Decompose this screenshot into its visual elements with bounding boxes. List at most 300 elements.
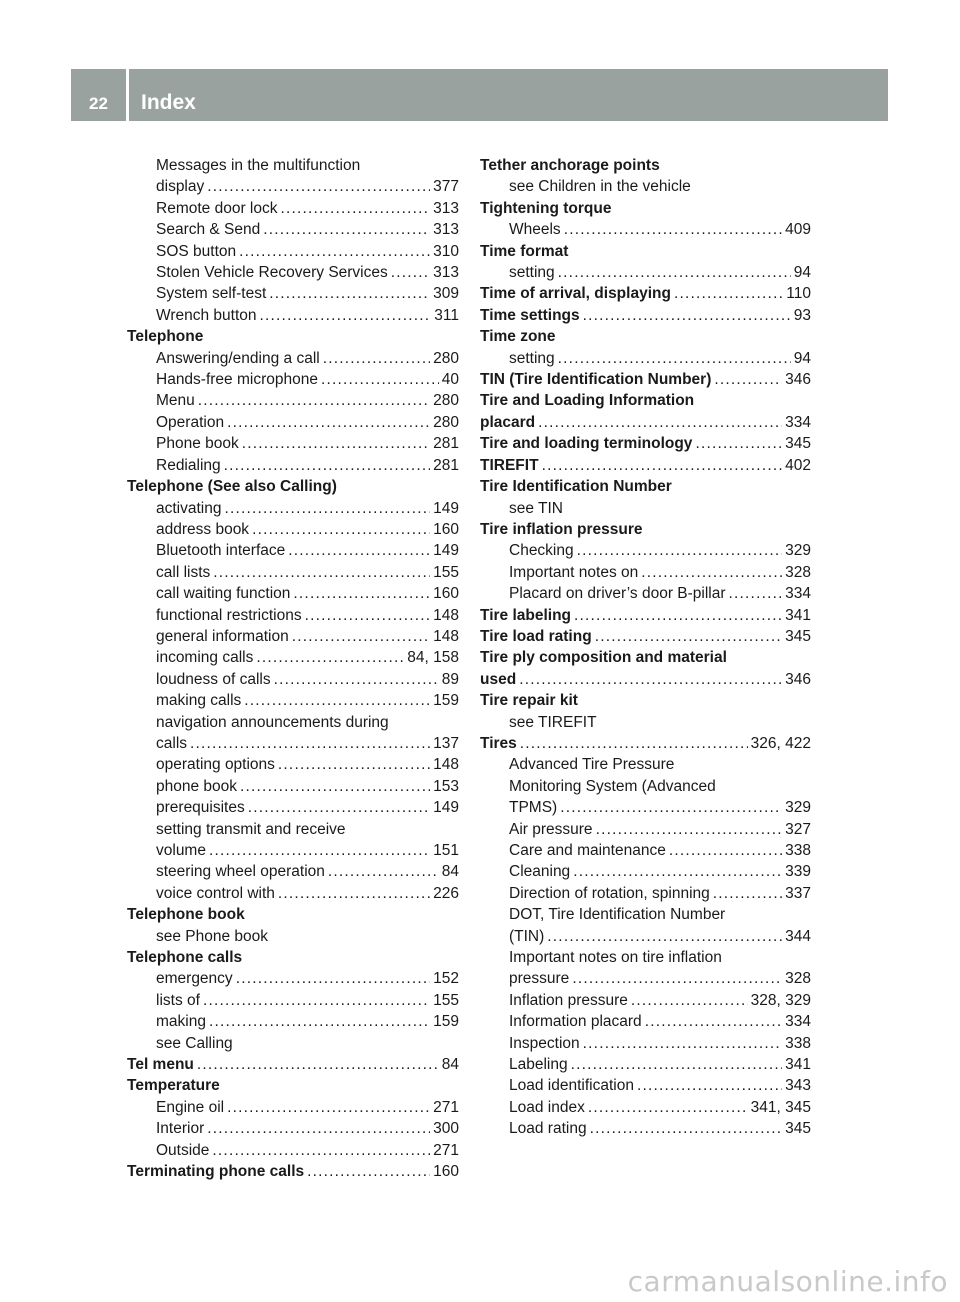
index-entry-page: 89: [441, 670, 459, 688]
index-entry-term: Load rating: [509, 1120, 587, 1138]
dot-leader: [209, 1011, 430, 1032]
index-entry-term: Advanced Tire Pressure: [509, 756, 675, 774]
index-entry-page: 313: [433, 199, 459, 217]
index-entry-page: 313: [433, 221, 459, 239]
index-entry-term: making calls: [156, 692, 242, 710]
index-entry: [127, 283, 459, 304]
dot-leader: [207, 176, 430, 197]
index-entry-term: TIN (Tire Identification Number): [480, 371, 712, 389]
dot-leader: [256, 647, 404, 668]
index-entry: [480, 626, 811, 647]
dot-leader: [558, 348, 791, 369]
index-entry-term: used: [480, 670, 517, 688]
dot-leader: [307, 1161, 430, 1182]
index-entry: [480, 176, 811, 197]
index-entry-page: 326, 422: [750, 734, 811, 752]
index-entry-page: 271: [433, 1141, 459, 1159]
index-entry: [127, 968, 459, 989]
index-entry-page: 409: [785, 221, 811, 239]
index-entry: [127, 990, 459, 1011]
index-entry-term: Inspection: [509, 1034, 580, 1052]
index-entry-page: 280: [433, 392, 459, 410]
index-entry: [480, 348, 811, 369]
dot-leader: [252, 519, 430, 540]
index-entry-term: Direction of rotation, spinning: [509, 884, 710, 902]
index-entry-page: 149: [433, 499, 459, 517]
index-entry-page: 226: [433, 884, 459, 902]
dot-leader: [560, 797, 782, 818]
index-entry-page: 345: [785, 435, 811, 453]
index-entry-term: TIREFIT: [480, 456, 539, 474]
index-entry: [480, 605, 811, 626]
dot-leader: [577, 540, 783, 561]
index-entry-page: 281: [433, 435, 459, 453]
index-entry-term: display: [156, 178, 205, 196]
dot-leader: [263, 219, 430, 240]
index-entry-term: Outside: [156, 1141, 210, 1159]
index-entry-page: 337: [785, 884, 811, 902]
index-entry-term: Bluetooth interface: [156, 542, 286, 560]
index-entry-page: 339: [785, 863, 811, 881]
dot-leader: [714, 369, 782, 390]
index-entry-page: 84: [441, 863, 459, 881]
index-entry-page: 310: [433, 242, 459, 260]
dot-leader: [293, 583, 430, 604]
index-entry-term: Load identification: [509, 1077, 634, 1095]
index-entry-term: Tire inflation pressure: [480, 520, 643, 538]
index-entry: [480, 540, 811, 561]
index-entry: [480, 712, 811, 733]
index-entry: [480, 390, 811, 411]
dot-leader: [227, 1097, 430, 1118]
dot-leader: [595, 626, 782, 647]
index-entry-term: Information placard: [509, 1013, 642, 1031]
index-entry: [127, 219, 459, 240]
index-entry: [480, 1097, 811, 1118]
dot-leader: [203, 990, 430, 1011]
dot-leader: [269, 283, 430, 304]
dot-leader: [274, 669, 439, 690]
dot-leader: [538, 412, 782, 433]
index-entry: [127, 1054, 459, 1075]
index-entry: [127, 155, 459, 176]
index-entry: [480, 861, 811, 882]
index-entry: [127, 262, 459, 283]
index-entry-term: Interior: [156, 1120, 205, 1138]
index-entry: [127, 605, 459, 626]
index-entry-term: Telephone (See also Calling): [127, 478, 337, 496]
index-entry: [480, 155, 811, 176]
index-entry-term: activating: [156, 499, 222, 517]
index-entry: [480, 455, 811, 476]
index-entry-term: Terminating phone calls: [127, 1163, 305, 1181]
dot-leader: [224, 498, 430, 519]
index-entry: [480, 583, 811, 604]
dot-leader: [713, 883, 782, 904]
index-entry: [127, 947, 459, 968]
index-entry-term: functional restrictions: [156, 606, 302, 624]
index-entry: [127, 797, 459, 818]
dot-leader: [278, 754, 430, 775]
index-entry-page: 341: [785, 606, 811, 624]
index-entry-page: 281: [433, 456, 459, 474]
index-entry-term: setting: [509, 264, 555, 282]
index-entry-term: Load index: [509, 1098, 585, 1116]
index-entry-page: 84, 158: [407, 649, 459, 667]
dot-leader: [292, 626, 430, 647]
index-entry: [127, 412, 459, 433]
dot-leader: [209, 840, 430, 861]
index-entry-page: 328: [785, 970, 811, 988]
index-entry-page: 327: [785, 820, 811, 838]
index-entry-page: 155: [433, 991, 459, 1009]
index-entry: [127, 176, 459, 197]
index-entry-term: Tightening torque: [480, 199, 612, 217]
index-entry: [480, 283, 811, 304]
dot-leader: [547, 926, 782, 947]
index-entry-term: System self-test: [156, 285, 267, 303]
index-entry-term: Redialing: [156, 456, 221, 474]
index-entry-page: 93: [793, 306, 811, 324]
index-entry-page: 280: [433, 413, 459, 431]
index-entry: [127, 840, 459, 861]
index-entry: [127, 498, 459, 519]
index-entry-page: 159: [433, 692, 459, 710]
section-title: Index: [141, 91, 196, 114]
index-entry-term: Time of arrival, displaying: [480, 285, 671, 303]
index-entry: [480, 326, 811, 347]
index-entry: [480, 647, 811, 668]
index-entry: [127, 1140, 459, 1161]
index-column-right: [480, 155, 811, 1140]
index-entry-page: 334: [785, 413, 811, 431]
index-entry: [480, 1054, 811, 1075]
dot-leader: [280, 198, 430, 219]
index-entry-term: Time zone: [480, 328, 556, 346]
index-entry-term: loudness of calls: [156, 670, 271, 688]
index-entry-term: Engine oil: [156, 1098, 225, 1116]
dot-leader: [631, 990, 748, 1011]
index-entry-page: 344: [785, 927, 811, 945]
index-entry-term: Tire and Loading Information: [480, 392, 695, 410]
index-entry: [127, 883, 459, 904]
index-entry: [480, 262, 811, 283]
index-entry: [127, 562, 459, 583]
index-entry: [480, 1075, 811, 1096]
index-entry: [127, 647, 459, 668]
index-entry-term: Tel menu: [127, 1056, 194, 1074]
index-entry: [480, 498, 811, 519]
dot-leader: [212, 1140, 430, 1161]
index-entry-term: Checking: [509, 542, 574, 560]
index-entry-term: Operation: [156, 413, 225, 431]
index-entry-term: Tire repair kit: [480, 692, 578, 710]
index-entry-page: 328, 329: [750, 991, 811, 1009]
index-entry: [480, 562, 811, 583]
index-entry-term: Telephone book: [127, 906, 245, 924]
index-entry: [480, 669, 811, 690]
index-entry-term: (TIN): [509, 927, 545, 945]
index-entry-term: Telephone: [127, 328, 204, 346]
index-entry-term: address book: [156, 520, 250, 538]
index-entry: [127, 861, 459, 882]
index-entry-page: 345: [785, 1120, 811, 1138]
index-entry-page: 346: [785, 371, 811, 389]
dot-leader: [729, 583, 783, 604]
index-entry: [480, 433, 811, 454]
index-entry-term: TPMS): [509, 799, 558, 817]
index-entry: [127, 1118, 459, 1139]
index-entry-page: 84: [441, 1056, 459, 1074]
index-entry: [127, 669, 459, 690]
index-entry-page: 338: [785, 842, 811, 859]
index-entry-page: 110: [786, 285, 811, 303]
index-entry-term: Messages in the multifunction: [156, 157, 361, 174]
index-entry-page: 94: [793, 264, 811, 282]
index-entry: [127, 241, 459, 262]
index-entry: [480, 947, 811, 968]
index-entry: [127, 690, 459, 711]
index-entry: [480, 241, 811, 262]
index-entry: [480, 1011, 811, 1032]
index-entry-page: 155: [433, 563, 459, 581]
index-entry-term: calls: [156, 734, 188, 752]
index-entry-term: DOT, Tire Identification Number: [509, 906, 726, 924]
dot-leader: [197, 1054, 439, 1075]
index-entry: [127, 626, 459, 647]
dot-leader: [244, 690, 430, 711]
index-entry-term: SOS button: [156, 242, 237, 260]
index-entry: [127, 198, 459, 219]
index-entry-page: 334: [785, 585, 811, 603]
index-entry-term: Tire ply composition and material: [480, 649, 727, 667]
index-entry-page: 341, 345: [750, 1098, 811, 1116]
index-entry: [480, 904, 811, 925]
index-entry-term: placard: [480, 413, 536, 431]
dot-leader: [588, 1097, 748, 1118]
index-column-left: [127, 155, 459, 1183]
index-entry-term: pressure: [509, 970, 570, 988]
index-entry-term: see Phone book: [156, 927, 269, 945]
index-entry-term: Tire load rating: [480, 627, 592, 645]
index-entry-page: 271: [433, 1098, 459, 1116]
index-entry-page: 152: [433, 970, 459, 988]
index-entry-term: call waiting function: [156, 585, 291, 603]
index-entry-page: 280: [433, 349, 459, 367]
index-entry-term: call lists: [156, 563, 211, 581]
index-entry: [480, 819, 811, 840]
page-number: 22: [89, 94, 108, 113]
index-entry: [480, 369, 811, 390]
index-entry-term: Tire Identification Number: [480, 478, 672, 496]
index-entry-term: operating options: [156, 756, 275, 774]
index-entry-page: 313: [433, 264, 459, 282]
index-entry-page: 343: [785, 1077, 811, 1095]
index-entry-term: making: [156, 1013, 206, 1031]
index-entry: [480, 840, 811, 861]
index-entry: [127, 326, 459, 347]
index-entry-term: incoming calls: [156, 649, 254, 667]
index-entry-term: setting transmit and receive: [156, 820, 346, 838]
index-entry: [480, 968, 811, 989]
dot-leader: [669, 840, 782, 861]
index-entry: [127, 1097, 459, 1118]
dot-leader: [278, 883, 430, 904]
index-entry: [127, 583, 459, 604]
index-entry-term: prerequisites: [156, 799, 245, 817]
index-entry-page: 148: [433, 756, 459, 774]
index-entry: [480, 1033, 811, 1054]
index-entry-page: 149: [433, 799, 459, 817]
index-entry-term: Monitoring System (Advanced: [509, 777, 716, 795]
dot-leader: [227, 412, 430, 433]
index-entry: [127, 455, 459, 476]
dot-leader: [248, 797, 430, 818]
dot-leader: [674, 283, 783, 304]
dot-leader: [242, 433, 430, 454]
index-entry: [127, 754, 459, 775]
index-entry-page: 329: [785, 542, 811, 560]
index-entry: [127, 1033, 459, 1054]
index-entry: [480, 305, 811, 326]
dot-leader: [328, 861, 439, 882]
index-entry-term: see Children in the vehicle: [509, 178, 691, 196]
index-entry: [127, 733, 459, 754]
index-entry: [127, 1075, 459, 1096]
index-entry-page: 137: [433, 734, 459, 752]
dot-leader: [645, 1011, 782, 1032]
dot-leader: [239, 241, 430, 262]
index-entry-term: Time format: [480, 242, 569, 260]
index-entry-page: 341: [785, 1056, 811, 1074]
index-entry-term: Inflation pressure: [509, 991, 628, 1009]
dot-leader: [583, 305, 791, 326]
index-entry-term: Search & Send: [156, 221, 261, 239]
index-entry: [480, 476, 811, 497]
index-entry-page: 159: [433, 1013, 459, 1031]
index-entry: [127, 926, 459, 947]
index-entry-term: Tire labeling: [480, 606, 572, 624]
index-entry: [127, 390, 459, 411]
header-divider: [126, 69, 129, 121]
dot-leader: [564, 219, 782, 240]
index-entry: [127, 776, 459, 797]
dot-leader: [542, 455, 783, 476]
index-entry: [480, 219, 811, 240]
dot-leader: [590, 1118, 783, 1139]
index-entry-term: Stolen Vehicle Recovery Services: [156, 264, 388, 282]
index-entry-term: Placard on driver’s door B-pillar: [509, 585, 726, 603]
index-entry-page: 329: [785, 799, 811, 817]
dot-leader: [637, 1075, 782, 1096]
index-entry-term: Tires: [480, 734, 517, 752]
dot-leader: [520, 733, 748, 754]
index-entry-term: volume: [156, 842, 206, 859]
index-entry-page: 40: [441, 371, 459, 389]
index-entry: [127, 369, 459, 390]
index-entry: [480, 990, 811, 1011]
index-entry: [480, 926, 811, 947]
index-entry: [480, 519, 811, 540]
index-entry-term: Labeling: [509, 1056, 568, 1074]
index-entry-page: 160: [433, 1163, 459, 1181]
index-entry-page: 402: [785, 456, 811, 474]
index-entry-term: lists of: [156, 991, 200, 1009]
index-entry-term: navigation announcements during: [156, 713, 389, 731]
index-entry-page: 160: [433, 520, 459, 538]
index-entry: [127, 712, 459, 733]
index-entry-page: 94: [793, 349, 811, 367]
dot-leader: [190, 733, 430, 754]
dot-leader: [574, 605, 782, 626]
index-entry-term: steering wheel operation: [156, 863, 325, 881]
index-entry: [127, 476, 459, 497]
index-entry-term: see TIREFIT: [509, 713, 597, 731]
index-entry-term: Wheels: [509, 221, 561, 239]
dot-leader: [321, 369, 439, 390]
index-entry: [127, 519, 459, 540]
dot-leader: [695, 433, 782, 454]
index-entry-term: Air pressure: [509, 820, 593, 838]
index-entry-term: Temperature: [127, 1077, 220, 1095]
index-entry-term: Cleaning: [509, 863, 571, 881]
index-entry: [480, 776, 811, 797]
index-entry-page: 334: [785, 1013, 811, 1031]
index-entry: [480, 412, 811, 433]
dot-leader: [391, 262, 430, 283]
index-entry-page: 300: [433, 1120, 459, 1138]
dot-leader: [260, 305, 432, 326]
index-entry-term: Answering/ending a call: [156, 349, 320, 367]
index-entry-term: see TIN: [509, 499, 563, 517]
index-entry-term: general information: [156, 627, 289, 645]
dot-leader: [583, 1033, 782, 1054]
dot-leader: [207, 1118, 430, 1139]
index-entry: [127, 433, 459, 454]
index-entry-page: 346: [785, 670, 811, 688]
index-entry-page: 151: [433, 842, 459, 859]
index-entry-page: 345: [785, 627, 811, 645]
dot-leader: [596, 819, 783, 840]
index-entry-page: 153: [433, 777, 459, 795]
index-entry-term: Hands-free microphone: [156, 371, 318, 389]
index-entry: [480, 690, 811, 711]
dot-leader: [558, 262, 791, 283]
index-entry-term: Remote door lock: [156, 199, 278, 217]
index-entry-term: Wrench button: [156, 306, 257, 324]
dot-leader: [305, 605, 431, 626]
dot-leader: [573, 861, 782, 882]
index-entry-page: 328: [785, 563, 811, 581]
dot-leader: [213, 562, 430, 583]
index-entry-page: 148: [433, 627, 459, 645]
dot-leader: [198, 390, 430, 411]
index-entry-page: 149: [433, 542, 459, 560]
dot-leader: [641, 562, 782, 583]
index-entry-term: phone book: [156, 777, 238, 795]
index-entry: [480, 883, 811, 904]
index-entry: [480, 754, 811, 775]
index-entry-term: Time settings: [480, 306, 580, 324]
index-entry: [127, 904, 459, 925]
index-entry-page: 311: [434, 306, 459, 324]
index-entry: [480, 797, 811, 818]
index-entry: [480, 198, 811, 219]
dot-leader: [571, 1054, 783, 1075]
index-entry: [127, 540, 459, 561]
index-entry-term: voice control with: [156, 884, 275, 902]
watermark: carmanualsonline.info: [627, 1265, 948, 1298]
